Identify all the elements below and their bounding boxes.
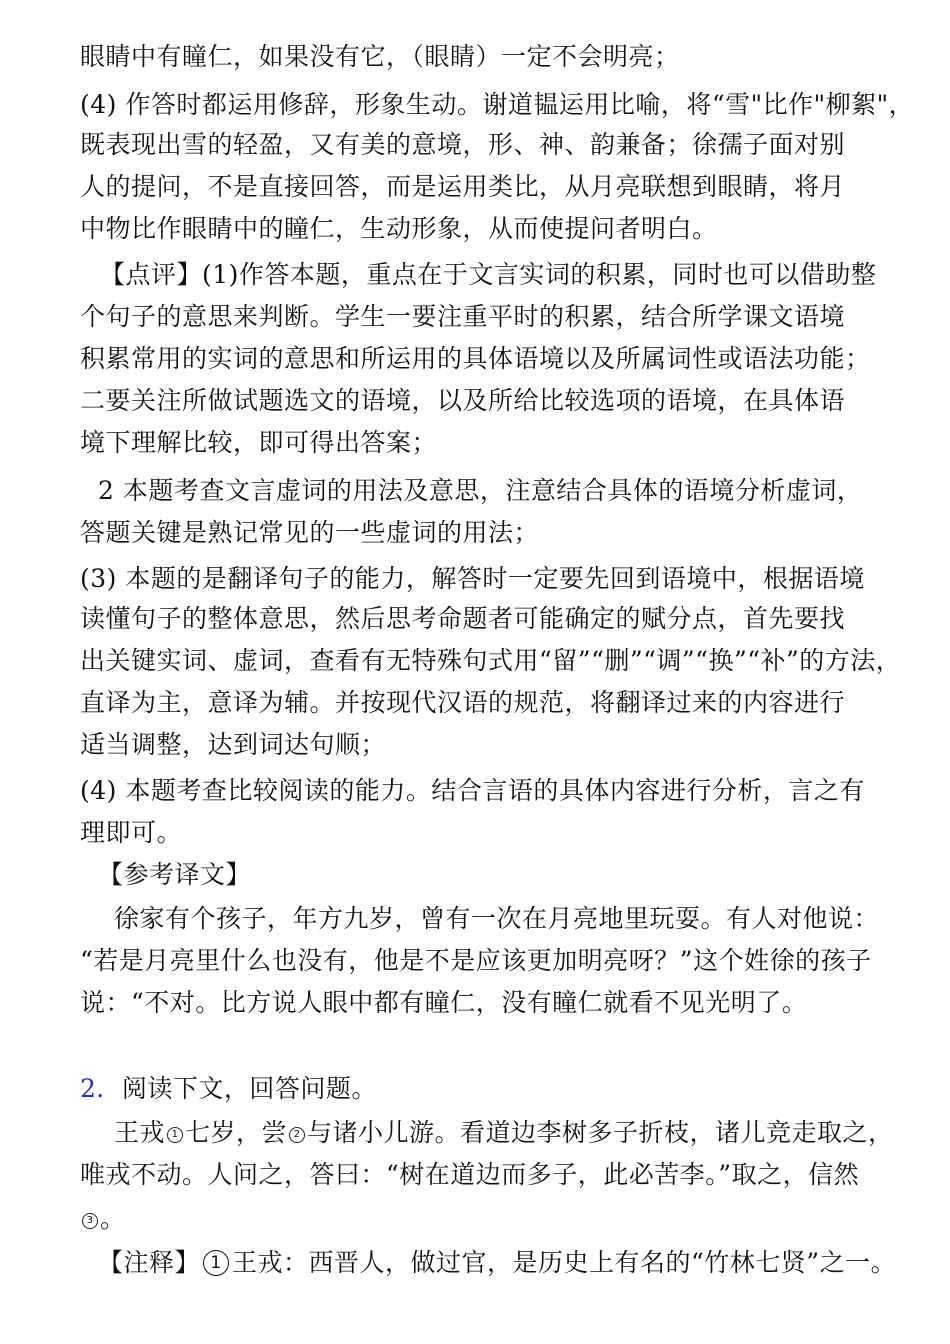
annotation-marker-1: 1 xyxy=(203,1250,229,1276)
text-line: 积累常用的实词的意思和所运用的具体语境以及所属词性或语法功能； xyxy=(80,344,871,373)
annotation-line xyxy=(98,1246,896,1280)
footnote-marker-2: 2 xyxy=(289,1127,305,1143)
text-line: (4) 作答时都运用修辞，形象生动。谢道韫运用比喻，将“雪"比作"柳絮"， xyxy=(80,90,915,119)
text-line: 直译为主，意译为辅。并按现代汉语的规范，将翻译过来的内容进行 xyxy=(80,688,846,717)
text-line: 说：“不对。比方说人眼中都有瞳仁，没有瞳仁就看不见光明了。 xyxy=(80,988,808,1017)
text-line: 人的提问，不是直接回答，而是运用类比，从月亮联想到眼睛，将月 xyxy=(80,172,846,201)
text-line: 境下理解比较，即可得出答案； xyxy=(80,428,438,457)
text-line: 2 本题考查文言虚词的用法及意思，注意结合具体的语境分析虚词， xyxy=(98,476,863,505)
text-line: (4) 本题考查比较阅读的能力。结合言语的具体内容进行分析，言之有 xyxy=(80,776,865,805)
text-line: (3) 本题的是翻译句子的能力，解答时一定要先回到语境中，根据语境 xyxy=(80,564,865,593)
text-line: 适当调整，达到词达句顺； xyxy=(80,730,387,759)
text-line: 中物比作眼睛中的瞳仁，生动形象，从而使提问者明白。 xyxy=(80,214,718,243)
passage-line: 3 。 xyxy=(80,1202,126,1236)
annotation-text: 王戎：西晋人，做过官，是历史上有名的“竹林七贤”之一。 xyxy=(232,1248,897,1277)
question-number: 2． xyxy=(80,1074,122,1103)
text-line: 答题关键是熟记常见的一些虚词的用法； xyxy=(80,518,540,547)
passage-line: 王戎 1 七岁，尝 2 与诸小儿游。看道边李树多子折枝，诸儿竞走取之， xyxy=(114,1118,894,1147)
text-line: 理即可。 xyxy=(80,818,183,847)
question-2-line xyxy=(80,1072,377,1106)
passage-line: 唯戎不动。人问之，答曰：“树在道边而多子，此必苦李。”取之，信然 xyxy=(80,1160,860,1189)
translation-heading: 【参考译文】 xyxy=(98,860,252,889)
text-line: 读懂句子的整体意思，然后思考命题者可能确定的赋分点，首先要找 xyxy=(80,604,846,633)
comment-heading-line: 【点评】(1)作答本题，重点在于文言实词的积累，同时也可以借助整 xyxy=(100,260,877,289)
text-line: 出关键实词、虚词，查看有无特殊句式用“留”“删”“调”“换”“补”的方法， xyxy=(80,646,902,675)
text-line: 个句子的意思来判断。学生一要注重平时的积累，结合所学课文语境 xyxy=(80,302,846,331)
text-line: 徐家有个孩子，年方九岁，曾有一次在月亮地里玩耍。有人对他说： xyxy=(114,904,880,933)
text-line: 眼睛中有瞳仁，如果没有它，（眼睛）一定不会明亮； xyxy=(80,42,680,71)
text-line: “若是月亮里什么也没有，他是不是应该更加明亮呀？”这个姓徐的孩子 xyxy=(80,946,872,975)
text-line: 既表现出雪的轻盈，又有美的意境，形、神、韵兼备；徐孺子面对别 xyxy=(80,130,846,159)
annotation-label: 【注释】 xyxy=(98,1248,201,1277)
footnote-marker-3: 3 xyxy=(82,1213,98,1229)
question-prompt: 阅读下文，回答问题。 xyxy=(121,1074,377,1103)
footnote-marker-1: 1 xyxy=(167,1127,183,1143)
text-line: 二要关注所做试题选文的语境，以及所给比较选项的语境，在具体语 xyxy=(80,386,846,415)
